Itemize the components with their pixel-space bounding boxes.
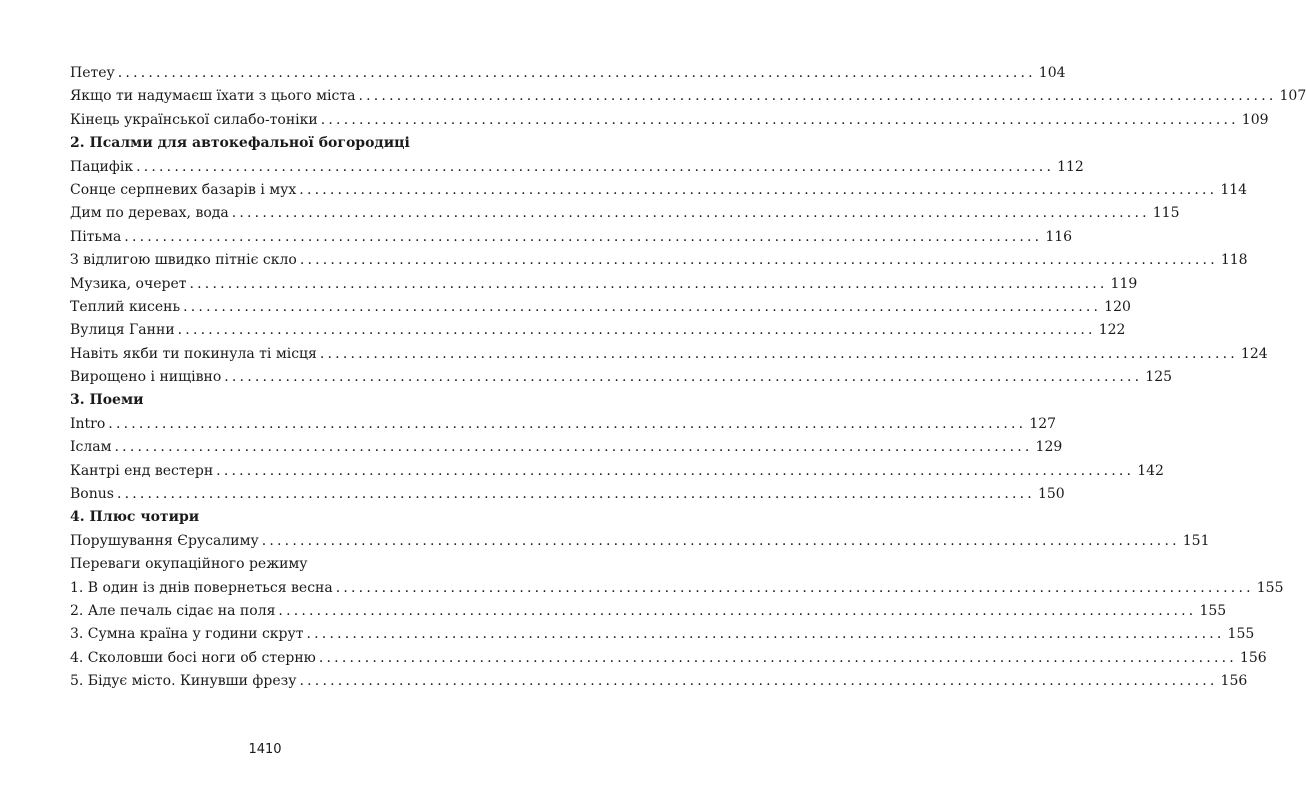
table-of-contents bbox=[70, 62, 1306, 694]
toc-leader-dots: ........................................................................................................................ bbox=[116, 486, 1035, 503]
toc-row bbox=[70, 249, 1248, 272]
toc-page-number: 156 bbox=[1220, 673, 1248, 690]
toc-page-number: 127 bbox=[1029, 415, 1057, 432]
toc-page-number: 125 bbox=[1145, 369, 1173, 386]
toc-page-number: 142 bbox=[1137, 462, 1164, 479]
toc-leader-dots: ........................................................................................................................ bbox=[177, 322, 1096, 339]
toc-row bbox=[70, 647, 1267, 670]
toc-section-heading bbox=[70, 132, 446, 155]
toc-entry-title: 4. Сколовши босі ноги об стерню bbox=[70, 649, 316, 666]
toc-page-number: 156 bbox=[1239, 649, 1267, 666]
toc-entry-title: Bonus bbox=[70, 486, 114, 503]
toc-entry-title: Дим по деревах, вода bbox=[70, 205, 229, 222]
toc-page-number: 119 bbox=[1110, 275, 1138, 292]
toc-row bbox=[70, 366, 1173, 389]
toc-entry-title: Петеу bbox=[70, 65, 115, 81]
toc-leader-dots: ........................................................................................................................ bbox=[318, 649, 1237, 666]
toc-leader-dots: ........................................................................................................................ bbox=[114, 439, 1033, 456]
toc-entry-title: Музика, очерет bbox=[70, 275, 187, 292]
toc-page-number: 151 bbox=[1182, 532, 1210, 549]
toc-row bbox=[70, 62, 1066, 85]
toc-page-number: 112 bbox=[1057, 158, 1084, 175]
section-title: 2. Псалми для автокефальної богородиці bbox=[70, 135, 410, 152]
toc-entry-title: 5. Бідує місто. Кинувши фрезу bbox=[70, 673, 297, 690]
toc-row bbox=[70, 436, 1063, 459]
toc-leader-dots: ........................................................................................................................ bbox=[224, 369, 1143, 386]
toc-page-number: 122 bbox=[1098, 322, 1126, 339]
toc-leader-dots: ........................................................................................................................ bbox=[183, 298, 1102, 315]
toc-entry-title: З відлигою швидко пітніє скло bbox=[70, 252, 297, 269]
toc-page-number: 104 bbox=[1038, 65, 1066, 81]
page-number-footer: 1410 bbox=[248, 742, 282, 757]
toc-row bbox=[70, 343, 1268, 366]
toc-row bbox=[70, 273, 1138, 296]
toc-page-number: 116 bbox=[1045, 228, 1073, 245]
toc-row bbox=[70, 577, 1284, 600]
toc-leader-dots: ........................................................................................................................ bbox=[358, 88, 1277, 105]
toc-leader-dots: ........................................................................................................................ bbox=[117, 65, 1036, 81]
toc-row bbox=[70, 483, 1065, 506]
toc-page-number: 118 bbox=[1220, 252, 1248, 269]
toc-leader-dots: ........................................................................................................................ bbox=[124, 228, 1043, 245]
toc-page-number: 109 bbox=[1241, 111, 1269, 128]
toc-entry-title: 1. В один із днів повернеться весна bbox=[70, 579, 333, 596]
toc-leader-dots: ........................................................................................................................ bbox=[189, 275, 1108, 292]
toc-leader-dots: ........................................................................................................................ bbox=[320, 111, 1239, 128]
toc-row bbox=[70, 296, 1131, 319]
toc-page-number: 120 bbox=[1104, 298, 1131, 315]
toc-leader-dots: ........................................................................................................................ bbox=[299, 673, 1218, 690]
toc-page-number: 124 bbox=[1240, 345, 1268, 362]
toc-row bbox=[70, 460, 1164, 483]
toc-entry-title: Навіть якби ти покинула ті місця bbox=[70, 345, 317, 362]
toc-page-number: 114 bbox=[1220, 181, 1248, 198]
toc-leader-dots: ........................................................................................................................ bbox=[299, 181, 1218, 198]
toc-row bbox=[70, 600, 1227, 623]
toc-row bbox=[70, 670, 1248, 693]
toc-row bbox=[70, 226, 1073, 249]
toc-entry-title: Вирощено і нищівно bbox=[70, 369, 222, 386]
section-title: 3. Поеми bbox=[70, 392, 144, 409]
toc-entry-title: Пітьма bbox=[70, 228, 122, 245]
toc-leader-dots: ........................................................................................................................ bbox=[319, 345, 1238, 362]
toc-leader-dots: ........................................................................................................................ bbox=[278, 602, 1197, 619]
toc-row bbox=[70, 319, 1126, 342]
toc-leader-dots: ........................................................................................................................ bbox=[261, 532, 1180, 549]
toc-entry-title: Вулиця Ганни bbox=[70, 322, 175, 339]
toc-entry-title: Пацифік bbox=[70, 158, 134, 175]
toc-row bbox=[70, 413, 1057, 436]
toc-row bbox=[70, 85, 1306, 108]
toc-entry-title: 3. Сумна країна у години скрут bbox=[70, 626, 304, 643]
toc-entry-title: Intro bbox=[70, 415, 106, 432]
toc-entry-title: Кінець української силабо-тоніки bbox=[70, 111, 318, 128]
toc-section-heading bbox=[70, 389, 446, 412]
toc-page-number: 115 bbox=[1152, 205, 1180, 222]
toc-page-number: 155 bbox=[1227, 626, 1255, 643]
toc-row bbox=[70, 179, 1248, 202]
toc-row bbox=[70, 623, 1255, 646]
toc-row bbox=[70, 156, 1084, 179]
toc-section-heading bbox=[70, 506, 446, 529]
section-title: 4. Плюс чотири bbox=[70, 509, 200, 526]
toc-row bbox=[70, 202, 1180, 225]
toc-entry-title: 2. Але печаль сідає на поля bbox=[70, 602, 276, 619]
toc-page-number: 155 bbox=[1256, 579, 1284, 596]
toc-page-number: 107 bbox=[1279, 88, 1306, 105]
toc-leader-dots: ........................................................................................................................ bbox=[231, 205, 1150, 222]
toc-leader-dots: ........................................................................................................................ bbox=[299, 252, 1218, 269]
toc-page-number: 155 bbox=[1199, 602, 1227, 619]
toc-entry-title: Сонце серпневих базарів і мух bbox=[70, 181, 297, 198]
toc-leader-dots: ........................................................................................................................ bbox=[108, 415, 1027, 432]
toc-entry-title: Порушування Єрусалиму bbox=[70, 532, 259, 549]
toc-row bbox=[70, 109, 1269, 132]
toc-row bbox=[70, 530, 1210, 553]
subheading-title: Переваги окупаційного режиму bbox=[70, 556, 308, 573]
toc-entry-title: Іслам bbox=[70, 439, 112, 456]
toc-page-number: 129 bbox=[1035, 439, 1063, 456]
toc-leader-dots: ........................................................................................................................ bbox=[335, 579, 1254, 596]
toc-leader-dots: ........................................................................................................................ bbox=[136, 158, 1055, 175]
toc-entry-title: Теплий кисень bbox=[70, 298, 181, 315]
toc-subheading bbox=[70, 553, 446, 576]
toc-leader-dots: ........................................................................................................................ bbox=[216, 462, 1135, 479]
toc-leader-dots: ........................................................................................................................ bbox=[306, 626, 1225, 643]
toc-entry-title: Якщо ти надумаєш їхати з цього міста bbox=[70, 88, 356, 105]
toc-entry-title: Кантрі енд вестерн bbox=[70, 462, 214, 479]
toc-page-number: 150 bbox=[1037, 486, 1065, 503]
